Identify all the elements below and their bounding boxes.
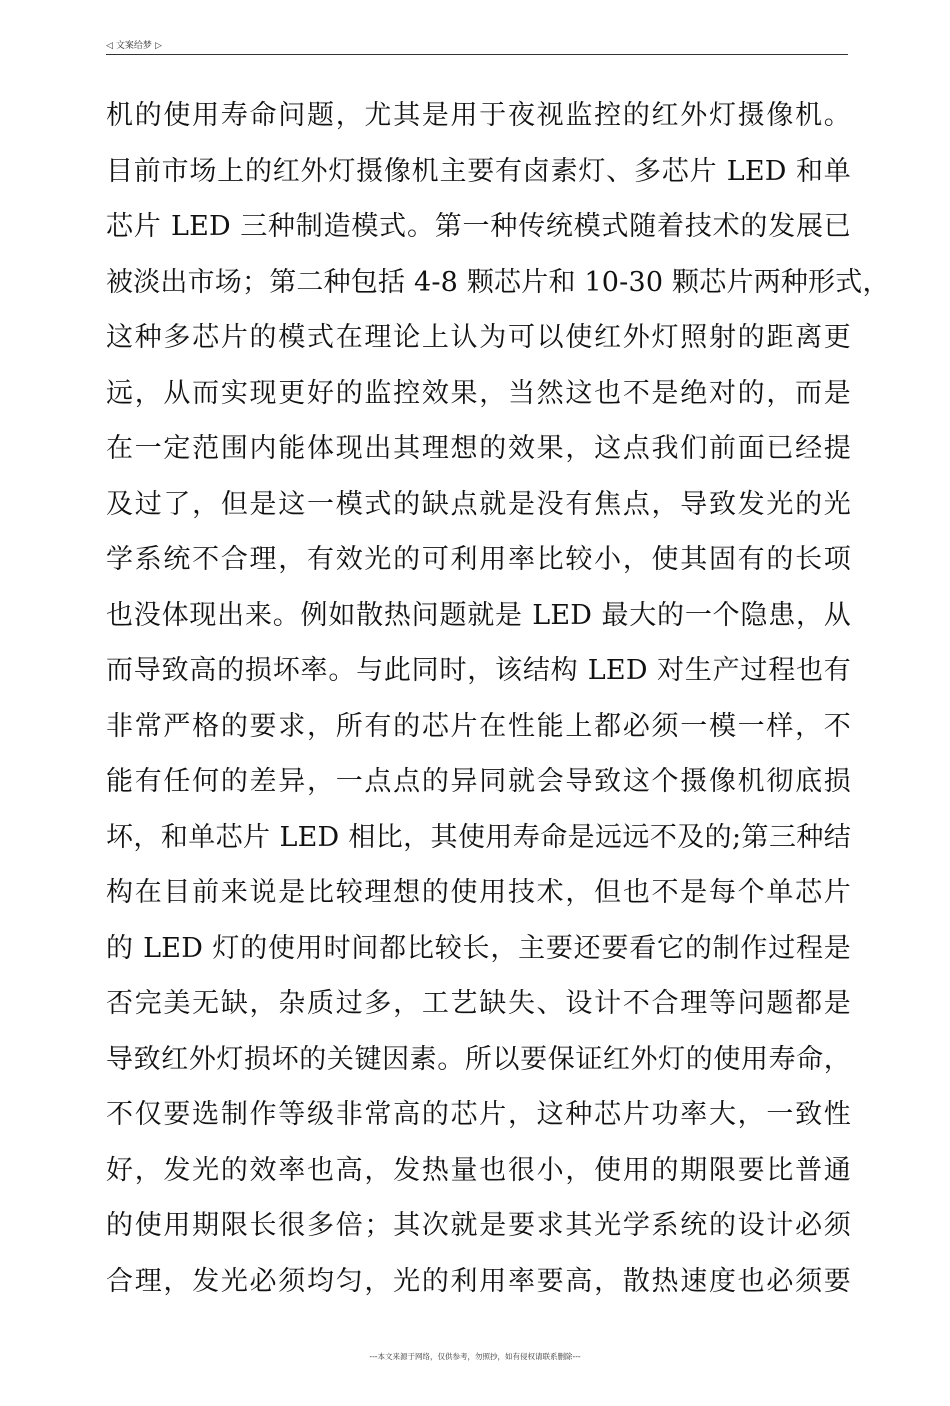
text-line: 而导致高的损坏率。与此同时，该结构 LED 对生产过程也有 bbox=[106, 655, 851, 686]
text-line: 非常严格的要求，所有的芯片在性能上都必须一模一样，不 bbox=[106, 710, 851, 742]
text-line: 目前市场上的红外灯摄像机主要有卤素灯、多芯片 LED 和单 bbox=[106, 155, 851, 187]
text-line: 芯片 LED 三种制造模式。第一种传统模式随着技术的发展已 bbox=[106, 211, 851, 242]
text-line: 及过了，但是这一模式的缺点就是没有焦点，导致发光的光 bbox=[106, 488, 851, 520]
page-header bbox=[106, 40, 848, 55]
left-triangle-icon: ◁ bbox=[106, 41, 113, 51]
text-line: 被淡出市场；第二种包括 4-8 颗芯片和 10-30 颗芯片两种形式， bbox=[106, 266, 890, 298]
text-line: 否完美无缺，杂质过多，工艺缺失、设计不合理等问题都是 bbox=[106, 988, 851, 1019]
text-line: 学系统不合理，有效光的可利用率比较小，使其固有的长项 bbox=[106, 544, 851, 575]
body-text bbox=[106, 88, 890, 1309]
page-footer: ---本文来源于网络，仅供参考，勿照抄，如有侵权请联系删除--- bbox=[369, 1352, 581, 1361]
text-line: 机的使用寿命问题，尤其是用于夜视监控的红外灯摄像机。 bbox=[106, 100, 851, 131]
text-line: 不仅要选制作等级非常高的芯片，这种芯片功率大，一致性 bbox=[106, 1099, 851, 1130]
text-line: 远，从而实现更好的监控效果，当然这也不是绝对的，而是 bbox=[106, 377, 851, 409]
text-line: 构在目前来说是比较理想的使用技术，但也不是每个单芯片 bbox=[106, 877, 851, 908]
text-line: 能有任何的差异，一点点的异同就会导致这个摄像机彻底损 bbox=[106, 766, 851, 797]
text-line: 的使用期限长很多倍；其次就是要求其光学系统的设计必须 bbox=[106, 1210, 851, 1241]
text-line: 的 LED 灯的使用时间都比较长，主要还要看它的制作过程是 bbox=[106, 932, 851, 964]
text-line: 在一定范围内能体现出其理想的效果，这点我们前面已经提 bbox=[106, 433, 851, 464]
right-triangle-icon: ▷ bbox=[154, 41, 162, 51]
header-title: 文案给梦 bbox=[115, 41, 152, 51]
text-line: 也没体现出来。例如散热问题就是 LED 最大的一个隐患，从 bbox=[106, 599, 851, 631]
text-line: 坏，和单芯片 LED 相比，其使用寿命是远远不及的;第三种结 bbox=[106, 821, 851, 853]
text-line: 这种多芯片的模式在理论上认为可以使红外灯照射的距离更 bbox=[106, 322, 851, 353]
text-line: 导致红外灯损坏的关键因素。所以要保证红外灯的使用寿命， bbox=[106, 1043, 851, 1075]
text-line: 合理，发光必须均匀，光的利用率要高，散热速度也必须要 bbox=[106, 1265, 851, 1297]
text-line: 好，发光的效率也高，发热量也很小，使用的期限要比普通 bbox=[106, 1154, 851, 1186]
